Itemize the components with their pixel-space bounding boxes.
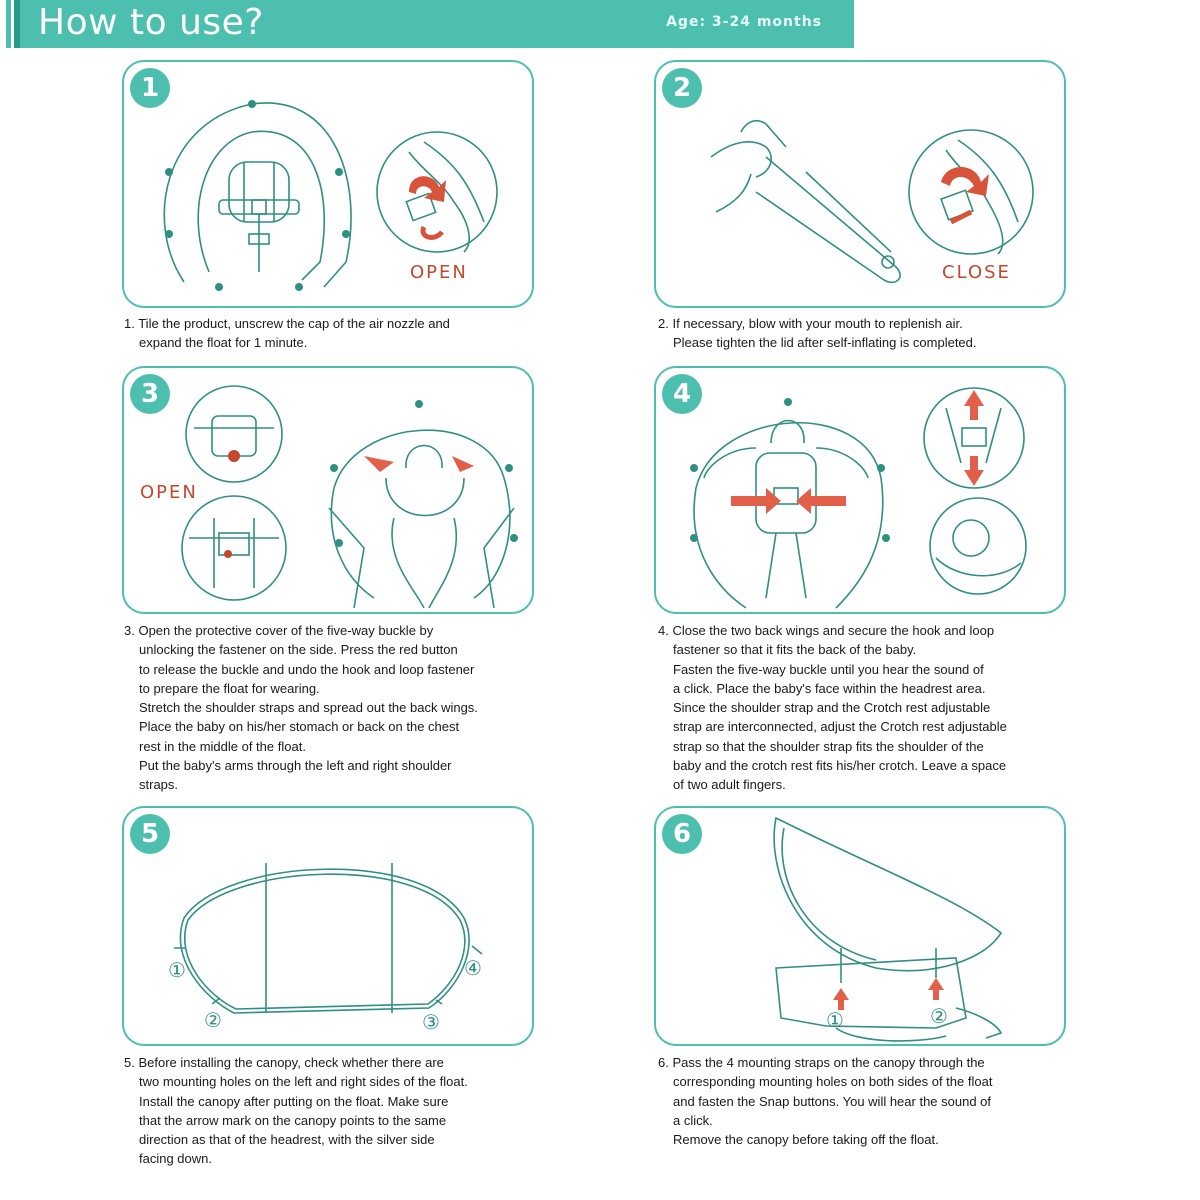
- open-label: OPEN: [410, 262, 468, 283]
- caption-line: strap are interconnected, adjust the Crotch rest adjustable: [673, 719, 1007, 735]
- canopy-installed-illustration: [656, 808, 1068, 1048]
- caption-line: that the arrow mark on the canopy points to the same: [139, 1112, 447, 1128]
- header-accent-stripe: [6, 0, 11, 48]
- marker-4: ④: [464, 956, 482, 980]
- caption-line: a click.: [673, 1112, 713, 1128]
- marker-2: ②: [930, 1004, 948, 1028]
- close-label: CLOSE: [942, 262, 1011, 283]
- caption-line: Install the canopy after putting on the float. Make sure: [139, 1093, 449, 1109]
- step-5-panel: [122, 806, 534, 1046]
- header-bar: [14, 0, 854, 48]
- caption-line: Since the shoulder strap and the Crotch rest adjustable: [673, 700, 991, 716]
- step-6-caption: [658, 1053, 1118, 1149]
- step-4-panel: [654, 366, 1066, 614]
- caption-line: Stretch the shoulder straps and spread out the back wings.: [139, 700, 478, 716]
- age-range: Age: 3-24 months: [666, 14, 822, 30]
- step-1-badge: 1: [130, 68, 170, 108]
- step-3-badge: 3: [130, 374, 170, 414]
- step-3-caption: [124, 621, 584, 795]
- caption-line: 6. Pass the 4 mounting straps on the canopy through the: [658, 1055, 985, 1070]
- caption-line: of two adult fingers.: [673, 777, 786, 793]
- step-6-badge: 6: [662, 814, 702, 854]
- step-6-panel: [654, 806, 1066, 1046]
- marker-3: ③: [422, 1010, 440, 1034]
- marker-1: ①: [168, 958, 186, 982]
- caption-line: strap so that the shoulder strap fits the shoulder of the: [673, 738, 984, 754]
- caption-line: to prepare the float for wearing.: [139, 680, 320, 696]
- caption-line: facing down.: [139, 1151, 212, 1167]
- float-open-illustration: [124, 62, 536, 310]
- step-2-badge: 2: [662, 68, 702, 108]
- caption-line: Place the baby on his/her stomach or back on the chest: [139, 719, 460, 735]
- caption-line: fastener so that it fits the back of the baby.: [673, 642, 917, 658]
- marker-2: ②: [204, 1008, 222, 1032]
- step-1-panel: [122, 60, 534, 308]
- caption-line: Put the baby's arms through the left and right shoulder: [139, 758, 452, 774]
- caption-line: rest in the middle of the float.: [139, 738, 306, 754]
- step-5-caption: [124, 1053, 584, 1169]
- caption-line: a click. Place the baby's face within the headrest area.: [673, 680, 986, 696]
- step-2-caption: [658, 314, 1118, 353]
- step-4-caption: [658, 621, 1118, 795]
- caption-line: to release the buckle and undo the hook and loop fastener: [139, 661, 475, 677]
- caption-line: 2. If necessary, blow with your mouth to replenish air.: [658, 316, 963, 331]
- page-title: How to use?: [38, 2, 264, 43]
- step-1-caption: [124, 314, 584, 353]
- canopy-flat-illustration: [124, 808, 536, 1048]
- caption-line: baby and the crotch rest fits his/her crotch. Leave a space: [673, 758, 1007, 774]
- caption-line: two mounting holes on the left and right sides of the float.: [139, 1074, 468, 1090]
- open-label: OPEN: [140, 482, 198, 503]
- caption-line: 3. Open the protective cover of the five-way buckle by: [124, 623, 434, 638]
- caption-line: 4. Close the two back wings and secure the hook and loop: [658, 623, 995, 638]
- caption-line: 1. Tile the product, unscrew the cap of the air nozzle and: [124, 316, 450, 331]
- marker-1: ①: [826, 1008, 844, 1032]
- caption-line: and fasten the Snap buttons. You will hear the sound of: [673, 1093, 992, 1109]
- buckle-close-illustration: [656, 368, 1068, 616]
- caption-line: Remove the canopy before taking off the float.: [673, 1132, 939, 1148]
- step-3-panel: [122, 366, 534, 614]
- step-2-panel: [654, 60, 1066, 308]
- caption-line: Please tighten the lid after self-inflating is completed.: [673, 335, 977, 351]
- step-4-badge: 4: [662, 374, 702, 414]
- caption-line: direction as that of the headrest, with the silver side: [139, 1132, 435, 1148]
- caption-line: Fasten the five-way buckle until you hear the sound of: [673, 661, 984, 677]
- caption-line: 5. Before installing the canopy, check whether there are: [124, 1055, 444, 1070]
- caption-line: straps.: [139, 777, 179, 793]
- step-5-badge: 5: [130, 814, 170, 854]
- caption-line: corresponding mounting holes on both sides of the float: [673, 1074, 993, 1090]
- caption-line: expand the float for 1 minute.: [139, 335, 308, 351]
- caption-line: unlocking the fastener on the side. Press the red button: [139, 642, 458, 658]
